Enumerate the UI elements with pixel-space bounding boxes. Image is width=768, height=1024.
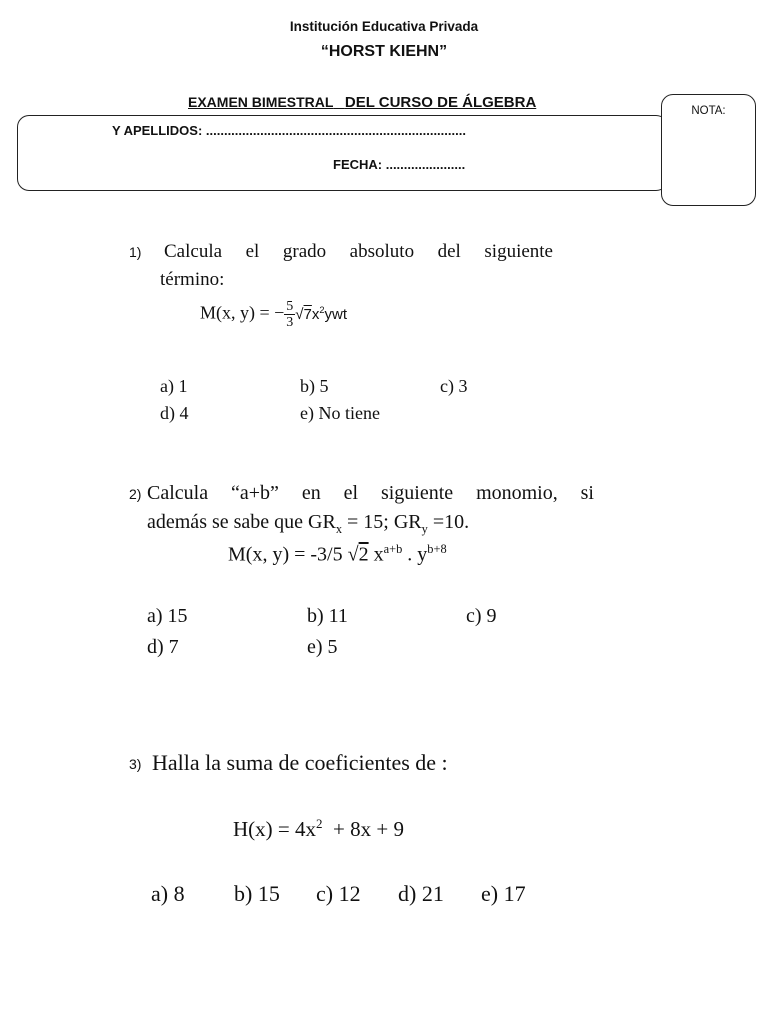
q2-exp-x: a+b: [383, 542, 403, 556]
q2-sub-y: y: [421, 522, 428, 536]
grade-label: NOTA:: [691, 105, 726, 117]
q1-exp-x: 2: [319, 304, 325, 315]
question-2-option-c[interactable]: c) 9: [466, 605, 497, 627]
question-1-text-line2: término:: [160, 269, 225, 290]
question-1-option-e[interactable]: e) No tiene: [300, 403, 380, 423]
q2-var-x: x: [368, 543, 384, 566]
question-1-option-d[interactable]: d) 4: [160, 403, 189, 423]
q1-frac-denominator: 3: [286, 315, 294, 330]
question-3-option-a[interactable]: a) 8: [151, 881, 185, 906]
question-3-option-e[interactable]: e) 17: [481, 881, 526, 906]
question-3-option-b[interactable]: b) 15: [234, 881, 280, 906]
exam-title: [188, 94, 536, 111]
question-1-option-c[interactable]: c) 3: [440, 376, 468, 396]
school-name: “HORST KIEHN”: [320, 43, 448, 60]
q2-exp-y: b+8: [427, 542, 447, 556]
q3-exp: 2: [316, 816, 323, 831]
question-3-option-d[interactable]: d) 21: [398, 881, 444, 906]
q2-dot-y: . y: [402, 543, 428, 566]
question-3-number: 3): [129, 756, 142, 772]
question-1-text-line1: Calcula el grado absoluto del siguiente: [164, 241, 553, 262]
question-1-option-a[interactable]: a) 1: [160, 376, 188, 396]
exam-title-part2: DEL CURSO DE ÁLGEBRA: [344, 94, 537, 111]
q1-frac-numerator: 5: [286, 299, 294, 314]
question-3-formula: [233, 816, 404, 842]
q2-text-b: = 15; GR: [342, 511, 422, 533]
question-2-option-d[interactable]: d) 7: [147, 636, 179, 658]
q2-formula-lhs: M(x, y) = -3/5: [228, 543, 348, 566]
q1-root: [295, 306, 347, 323]
q2-sqrt-sign: √: [347, 543, 359, 566]
name-field[interactable]: Y APELLIDOS: ........................................................................: [112, 123, 466, 138]
q2-text-a: además se sabe que GR: [147, 511, 336, 533]
question-2-text-line2: [147, 509, 469, 543]
question-2-formula: [228, 542, 447, 567]
question-2-text-line1: Calcula “a+b” en el siguiente monomio, si: [147, 482, 594, 504]
q1-rest: ywt: [324, 305, 348, 323]
question-3-text: Halla la suma de coeficientes de :: [152, 750, 448, 775]
q2-sqrt-arg: 2: [358, 543, 369, 566]
question-1-option-b[interactable]: b) 5: [300, 376, 329, 396]
q1-sqrt-arg: 7: [303, 305, 312, 323]
q1-var-x: x: [311, 305, 320, 323]
q3-formula-b: + 8x + 9: [322, 817, 404, 841]
q1-formula-lhs: M(x, y) = −: [200, 302, 285, 323]
institution-name: Institución Educativa Privada: [289, 19, 479, 34]
question-2-option-a[interactable]: a) 15: [147, 605, 188, 627]
exam-title-part1: EXAMEN BIMESTRAL: [188, 94, 334, 110]
q2-text-c: =10.: [427, 511, 470, 533]
q3-formula-a: H(x) = 4x: [233, 817, 316, 841]
q1-sqrt-sign: √: [295, 305, 304, 323]
q2-sub-x: x: [335, 522, 343, 536]
q1-fraction: [284, 299, 295, 330]
question-1-number: 1): [129, 244, 142, 260]
question-1-formula: [200, 299, 347, 330]
question-3-option-c[interactable]: c) 12: [316, 881, 361, 906]
grade-box[interactable]: [661, 94, 756, 206]
question-2-number: 2): [129, 486, 142, 502]
question-2-option-b[interactable]: b) 11: [307, 605, 348, 627]
date-field[interactable]: FECHA: ......................: [333, 157, 466, 172]
question-2-option-e[interactable]: e) 5: [307, 636, 338, 658]
